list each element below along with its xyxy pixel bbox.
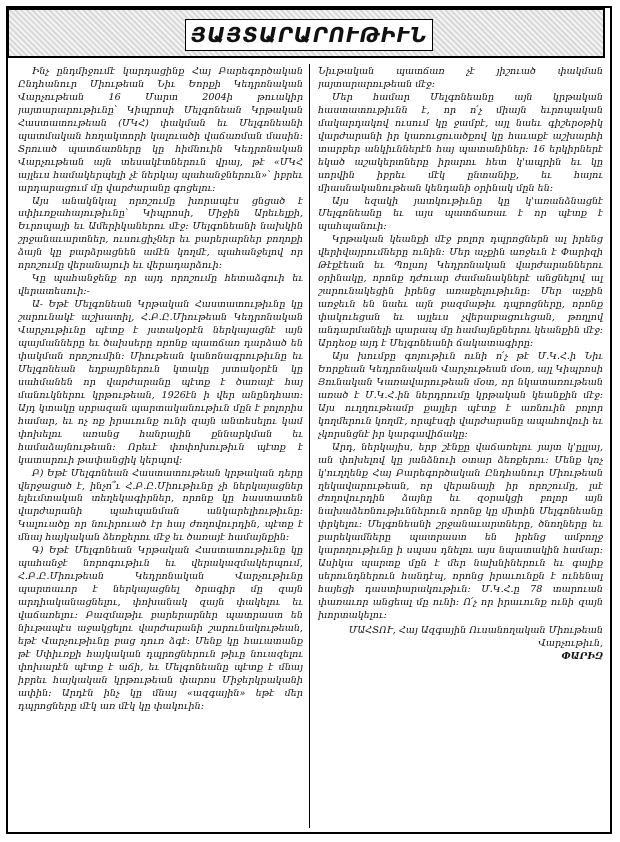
paragraph: Կը պահանջենք որ այդ որոշումը հետաձգուի եւ վերատեսուի։-: [18, 273, 303, 298]
paragraph: Կրթական կեանքի մէջ բոլոր դպրոցներն ալ իրենց վերիվայրումները ունին։ Մեր աչքին առջեւն է Փարիզի Թէքէեան եւ Պոլսոյ Կեդրոնական վարժարաններու օրինակը, որոնք դժուար ժամանակներէ անցնելով ալ շարունակեցին իրենց առաքելութիւնը։ Մեր աչքին առջեւն են նաեւ այն բազմաթիւ դպրոցները, որոնք փակուեցան եւ այլեւս չվերաբացուեցան, թողլով անդարմանելի պարապ մը համայնքներու կեանքին մէջ։ Արդեօք այդ է Մելգոնեանի ճակատագիրը։: [318, 234, 603, 350]
paragraph: Մեր համար Մելգոնեանը այն կրթական հաստատութիւնն է, որ ո՛չ միայն եւրոպական մակարդակով ուսում կը ջամբէ, այլ նաեւ գիշերօթիկ վարժարանի իր կառուցուածքով կը հաւաքէ աշխարհի տարբեր անկիւններէն հայ պատանիներ։ 16 երկիրներէ եկած աշակերտները իրարու հետ կ'ապրին եւ կը սորվին իբրեւ մէկ ընտանիք, եւ հայու միասնականութեան կենդանի օրինակ մըն են։: [318, 91, 603, 194]
right-column: [318, 66, 603, 828]
title-banner: [7, 8, 605, 58]
paragraph: Նիւթական պատճառ չէ յիշուած փակման յայտարարութեան մէջ։: [318, 66, 603, 90]
signature: ՄԱՀՏՈՒ, Հայ Ազգային Ուսանողական Միութեան Վարչութիւն,: [348, 624, 603, 649]
paragraph: Ա- Եթէ Մելգոնեան Կրթական Հաստատութիւնը կը շարունակէ աշխատիլ, Հ.Բ.Ը.Միութեան Կեդրոնական Վարչութիւնը պէտք է յստակօրէն ներկայացնէ այն պայմանները եւ ծախսերը որոնք պատճառ դարձած են փակման որոշումին։ Միութեան կանոնագրութիւնը եւ Մելգոնեան եղբայրներուն կտակը յստակօրէն կը սահմանեն որ վարժարանը պէտք է ծառայէ հայ մանուկներու կրթութեան, 1926էն ի վեր անընդհատ։ Այդ կտակը սրբազան պարտականութիւն մըն է բոլորիս համար, եւ ոչ ոք իրաւունք ունի զայն անտեսելու կամ փոխելու առանց հանրային քննարկման եւ համաձայնութեան։ Որեւէ փոփոխութիւն պէտք է կատարուի թափանցիկ կերպով։: [18, 299, 303, 466]
paragraph: Ինչ ընդմիջումէ կարդացինք Հայ Բարեգործական Ընդհանուր Միութեան Նիւ Եորքի Կեդրոնական Վարչութեան 16 Մարտ 2004ի թուակիր յայտարարութիւնը՝ Կիպրոսի Մելգոնեան Կրթական Հաստատութեան (ՄԿՀ) փակման եւ Մելգոնեանի պատմական հողակտորի կալուածի վաճառման մասին։ Տրուած պատճառները կը հիմնուին Կեդրոնական Վարչութեան այն տեսակէտներուն վրայ, թէ «ՄԿՀ այլեւս համակերպելի չէ ներկայ պահանջներուն»՝ իբրեւ արդարացում մը վարժարանը գոցելու։: [18, 66, 303, 194]
paragraph: Այս անակնկալ որոշումը խորապէս ցնցած է սփիւռքահայութիւնը՝ Կիպրոսի, Միջին Արեւելքի, Եւրոպայի եւ Ամերիկաներու մէջ։ Մելգոնեանի նախկին շրջանաւարտներ, ուսուցիչներ եւ բարերարներ բողոքի ձայն կը բարձրացնեն ամէն կողմէ, պահանջելով որ որոշումը վերանայուի եւ վերադարձուի։: [18, 195, 303, 272]
left-column: [18, 66, 303, 828]
paragraph: Բ) Եթէ Մելգոնեան Հաստատութեան կրթական դերը վերջացած է, ինչո՞ւ Հ.Բ.Ը.Միութիւնը չի ներկայացներ ելեւմտական տեղեկագիրներ, որոնք կը հաստատեն վարժարանի պահպանման անկարելիութիւնը։ Կալուածը որ նուիրուած էր հայ ժողովուրդին, պէտք է մնայ հայկական ձեռքերու մէջ եւ ծառայէ համայնքին։: [18, 467, 303, 544]
column-divider: [309, 64, 310, 828]
paragraph: Այս խումբը գոյութիւն ունի ո՛չ թէ Մ.Կ.Հ.ի Նիւ Եորքեան Կեդրոնական Վարչութեան մօտ, այլ Կիպրոսի Յունական Կառավարութեան մօտ, որ նկատառութեան առած է Մ.Կ.Հ.ին ներդրումը կրթական կեանքին մէջ։ Այս ուղղութեամբ քայլեր պէտք է առնուին բոլոր կողմերուն կողմէ, որպէսզի վարժարանը ապահովուի եւ չկորսնցնէ իր կարգավիճակը։: [318, 350, 603, 440]
paragraph: Գ) Եթէ Մելգոնեան Կրթական Հաստատութիւնը կը պահանջէ նորոգութիւն եւ վերակազմակերպում, Հ.Բ.Ը.Միութեան Կեդրոնական Վարչութիւնը պարտաւոր է ներկայացնել ծրագիր մը զայն արդիականացնելու, փոխանակ զայն փակելու եւ վաճառելու։ Բազմաթիւ բարերարներ պատրաստ են նիւթապէս աջակցելու վարժարանի շարունակութեան, եթէ Վարչութիւնը բաց դուռ ձգէ։ Մենք կը հաւատանք թէ Սփիւռքի հայկական դպրոցներուն թիւը նուազելու փոխարէն պէտք է աճի, եւ Մելգոնեանը պէտք է մնայ իբրեւ հայկական կրթութեան փարոս Միջերկրականի ափին։ Արդէն ինչ կը մնայ «ազգային» եթէ մեր դպրոցները մէկ առ մէկ կը փակուին։: [18, 545, 303, 712]
paragraph: Արդ, ներկայիս, երբ շէնքը վաճառելու յայտ կ'ըլլայ, ան փոխելով կը յանձնուի օտար ձեռքերու։ Մենք կոչ կ'ուղղենք Հայ Բարեգործական Ընդհանուր Միութեան ղեկավարութեան, որ վերանայի իր որոշումը, լսէ ժողովուրդին ձայնը եւ զօրակցի բոլոր այն նախաձեռնութիւններուն որոնք կը միտին Մելգոնեանը փրկելու։ Մելգոնեանի շրջանաւարտները, ծնողները եւ բարեկամները պատրաստ են իրենց ամբողջ կարողութիւնը ի սպաս դնելու այս նպատակին համար։ Ասիկա պարտք մըն է մեր նախնիներուն եւ գալիք սերունդներուն հանդէպ, որոնց իրաւունքն է ունենալ հայեցի դաստիարակութիւն։ Մ.Կ.Հ.ը 78 տարուան փառաւոր անցեալ մը ունի։ Ո՛չ որ իրաւունք ունի զայն խորտակելու։: [318, 441, 603, 622]
article-title: ՅԱՅՏԱՐԱՐՈՒԹԻՒՆ: [185, 19, 433, 51]
paragraph: Այս եզակի յատկութիւնը կը կ'առանձնացնէ Մելգոնեանը եւ այս պատճառաւ է որ պէտք է պահպանուի։: [318, 195, 603, 233]
signature-name: ՓԱՐԻԶ: [561, 650, 603, 662]
